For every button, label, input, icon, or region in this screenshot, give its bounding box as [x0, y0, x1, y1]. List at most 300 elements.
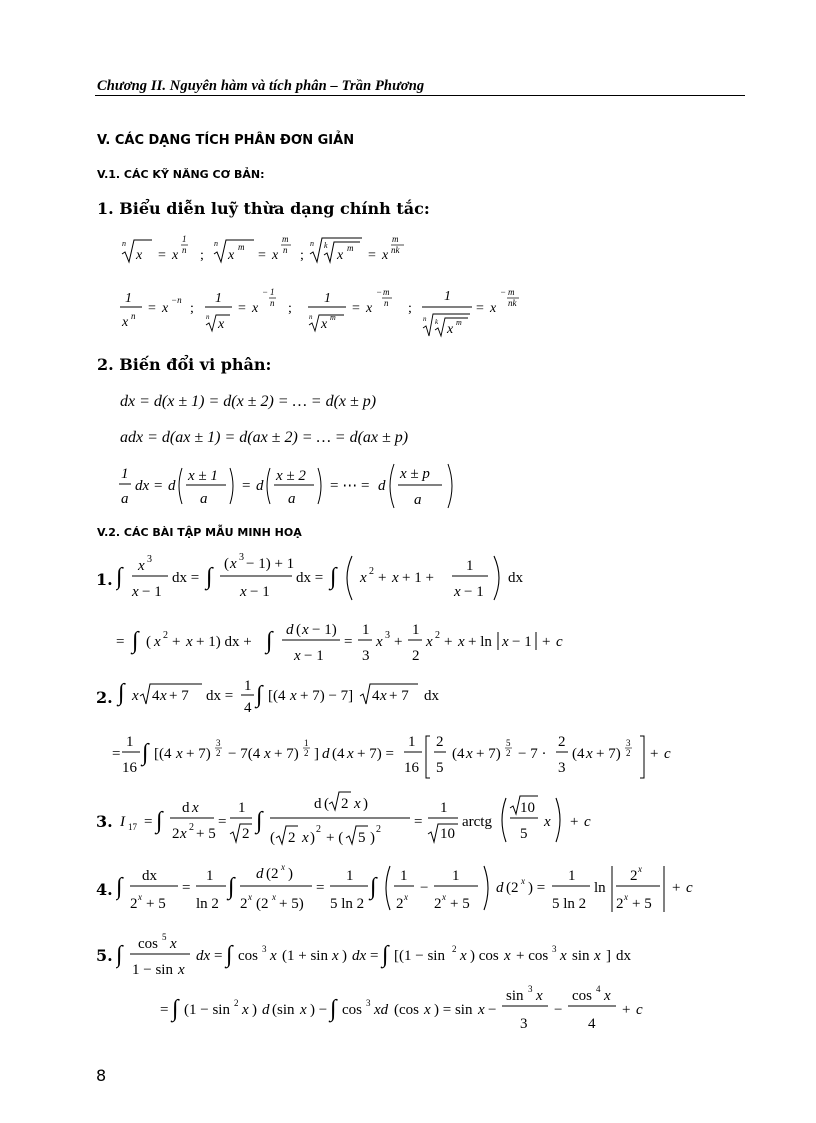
svg-text:=: = [158, 248, 166, 263]
svg-text:−: − [488, 1002, 497, 1018]
svg-text:): ) [310, 830, 315, 846]
svg-text:3: 3 [366, 998, 371, 1008]
svg-text:) = sin: ) = sin [434, 1002, 473, 1018]
svg-text:dx =: dx = [172, 570, 200, 586]
svg-text:x: x [490, 301, 497, 316]
svg-text:= ⋯ =: = ⋯ = [330, 478, 370, 494]
svg-text:1: 1 [270, 287, 275, 297]
svg-text:d: d [182, 800, 190, 816]
svg-text:x: x [248, 892, 252, 902]
svg-text:dx: dx [424, 688, 439, 704]
svg-text:x: x [136, 248, 143, 263]
example-number-2: 2. [96, 688, 113, 707]
svg-text:2: 2 [396, 896, 404, 912]
svg-text:n: n [182, 245, 187, 255]
svg-text:x: x [382, 248, 389, 263]
svg-text:arctg: arctg [462, 814, 492, 830]
svg-text:∫: ∫ [226, 942, 233, 968]
svg-text:k: k [324, 241, 328, 250]
svg-text:(sin: (sin [272, 1002, 295, 1018]
svg-text:+ 5: + 5 [450, 896, 470, 912]
svg-text:dx: dx [142, 868, 157, 884]
svg-text:−: − [554, 1002, 563, 1018]
example-number-5: 5. [96, 946, 113, 965]
svg-text:x ± p: x ± p [400, 466, 430, 482]
svg-text:∫: ∫ [156, 808, 163, 834]
svg-text:(1 + sin: (1 + sin [282, 948, 328, 964]
formula-example-3 [118, 786, 618, 852]
svg-text:2: 2 [234, 998, 239, 1008]
svg-text:x: x [270, 948, 277, 964]
example-number-3: 3. [96, 812, 113, 831]
svg-text:+ cos: + cos [516, 948, 549, 964]
svg-text:− 1: − 1 [512, 634, 532, 650]
svg-text:1: 1 [304, 738, 309, 748]
svg-text:5 ln 2: 5 ln 2 [330, 896, 365, 912]
page-header: Chương II. Nguyên hàm và tích phân – Trần Phương [97, 78, 425, 94]
svg-text:∫: ∫ [330, 564, 337, 590]
svg-text:n: n [122, 239, 126, 248]
svg-text:(: ( [224, 556, 229, 572]
svg-text:∫: ∫ [256, 808, 263, 834]
svg-text:=: = [476, 301, 484, 316]
svg-text:d: d [168, 478, 176, 494]
svg-text:d: d [314, 796, 322, 812]
svg-text:x: x [122, 315, 129, 330]
svg-text:x: x [180, 826, 187, 842]
differential-line-2: adx = d(ax ± 1) = d(ax ± 2) = … = d(ax ± p) [120, 429, 409, 446]
formula-radical-powers [110, 228, 550, 348]
svg-text:x: x [132, 584, 139, 600]
svg-text:2: 2 [376, 824, 381, 835]
svg-text:+ 7): + 7) [186, 746, 211, 762]
svg-text:x: x [240, 584, 247, 600]
svg-text:) −: ) − [310, 1002, 328, 1018]
svg-text:x: x [604, 988, 611, 1004]
svg-text:;: ; [190, 301, 194, 316]
svg-text:x: x [172, 248, 179, 263]
svg-text:x: x [154, 634, 161, 650]
svg-text:2: 2 [506, 748, 511, 758]
svg-text:2: 2 [341, 796, 349, 812]
svg-text:nk: nk [508, 298, 517, 308]
svg-text:(: ( [296, 622, 301, 638]
svg-text:− 1: − 1 [304, 648, 324, 664]
page-number: 8 [96, 1066, 107, 1085]
svg-text:∫: ∫ [142, 740, 149, 766]
svg-text:1 − sin: 1 − sin [132, 962, 173, 978]
svg-text:=: = [214, 948, 223, 964]
svg-text:cos: cos [238, 948, 258, 964]
svg-text:=: = [182, 880, 191, 896]
svg-text:x: x [138, 558, 145, 574]
svg-text:=: = [160, 1002, 169, 1018]
svg-text:=: = [112, 746, 121, 762]
svg-text:10: 10 [520, 800, 535, 816]
svg-text:dx: dx [196, 948, 211, 964]
svg-text:sin: sin [506, 988, 524, 1004]
svg-text:∫: ∫ [206, 564, 213, 590]
svg-text:x: x [272, 248, 279, 263]
svg-text:=: = [414, 814, 423, 830]
svg-text:− 1: − 1 [250, 584, 270, 600]
svg-text:− 1: − 1 [464, 584, 484, 600]
svg-text:3: 3 [558, 760, 566, 776]
svg-text:x ± 2: x ± 2 [276, 468, 306, 484]
svg-text:1: 1 [182, 234, 187, 244]
svg-text:+ 7): + 7) [596, 746, 621, 762]
svg-text:2: 2 [616, 896, 624, 912]
svg-text:x: x [586, 746, 593, 762]
svg-text:17: 17 [128, 822, 137, 832]
svg-text:c: c [686, 880, 693, 896]
svg-text:a: a [414, 492, 422, 508]
svg-text:n: n [283, 245, 288, 255]
svg-text:[(1 − sin: [(1 − sin [394, 948, 445, 964]
svg-text:(4: (4 [452, 746, 465, 762]
svg-text:x: x [132, 688, 139, 704]
svg-text:1: 1 [324, 291, 331, 306]
svg-text:− 1: − 1 [142, 584, 162, 600]
svg-text:(2: (2 [266, 866, 279, 882]
svg-text:2: 2 [189, 822, 194, 833]
svg-text:∫: ∫ [228, 874, 235, 900]
svg-text:;: ; [200, 248, 204, 263]
svg-text:[(4: [(4 [268, 688, 286, 704]
svg-text:∫: ∫ [330, 996, 337, 1022]
svg-text:1: 1 [238, 800, 246, 816]
item-title-1: 1. Biểu diễn luỹ thừa dạng chính tắc: [97, 199, 430, 218]
svg-text:;: ; [300, 248, 304, 263]
subsection-title-2: V.2. CÁC BÀI TẬP MẪU MINH HOẠ [97, 526, 302, 539]
svg-text:3: 3 [552, 944, 557, 954]
svg-text:3: 3 [362, 648, 370, 664]
svg-text:1: 1 [125, 291, 132, 306]
formula-example-1 [116, 548, 596, 668]
svg-text:4: 4 [596, 984, 601, 994]
svg-text:+ 5: + 5 [196, 826, 216, 842]
svg-text:x: x [392, 570, 399, 586]
svg-text:2: 2 [558, 734, 566, 750]
svg-text:10: 10 [440, 826, 455, 842]
svg-text:x: x [300, 1002, 307, 1018]
svg-text:xd: xd [374, 1002, 389, 1018]
svg-text:]: ] [314, 746, 319, 762]
svg-text:m: m [456, 318, 462, 327]
svg-text:dx: dx [135, 478, 150, 494]
svg-text:4: 4 [152, 688, 160, 704]
svg-text:(: ( [146, 634, 151, 650]
svg-text:ln: ln [594, 880, 606, 896]
svg-text:cos: cos [138, 936, 158, 952]
svg-text:=: = [316, 880, 325, 896]
svg-text:1: 1 [400, 868, 408, 884]
svg-text:cos: cos [572, 988, 592, 1004]
svg-text:dx: dx [352, 948, 367, 964]
svg-text:+ 7): + 7) [476, 746, 501, 762]
svg-text:x: x [624, 892, 628, 902]
svg-text:−: − [376, 287, 383, 297]
svg-text:5: 5 [520, 826, 528, 842]
svg-text:) cos: ) cos [470, 948, 499, 964]
svg-text:x: x [560, 948, 567, 964]
svg-text:−: − [262, 287, 269, 297]
svg-text:∫: ∫ [118, 680, 125, 706]
svg-text:x: x [426, 634, 433, 650]
svg-text:3: 3 [520, 1016, 528, 1032]
svg-text:n: n [131, 311, 136, 321]
svg-text:1: 1 [126, 734, 134, 750]
svg-text:2: 2 [130, 896, 138, 912]
svg-text:+ 7) − 7]: + 7) − 7] [300, 688, 354, 704]
svg-text:=: = [148, 301, 156, 316]
svg-text:=: = [116, 634, 125, 650]
svg-text:): ) [342, 948, 347, 964]
svg-text:+: + [378, 570, 387, 586]
svg-text:=: = [238, 301, 246, 316]
svg-text:∫: ∫ [132, 628, 139, 654]
svg-text:): ) [252, 1002, 257, 1018]
svg-text:): ) [363, 796, 368, 812]
svg-text:c: c [556, 634, 563, 650]
svg-text:5: 5 [162, 932, 167, 942]
svg-text:4: 4 [588, 1016, 596, 1032]
svg-text:x: x [294, 648, 301, 664]
svg-text:4: 4 [244, 700, 252, 716]
svg-text:∫: ∫ [116, 874, 123, 900]
svg-text:x: x [176, 746, 183, 762]
svg-text:16: 16 [122, 760, 137, 776]
formula-differential-fraction [116, 458, 496, 516]
svg-text:]: ] [606, 948, 611, 964]
svg-text:x: x [290, 688, 297, 704]
svg-text:x: x [160, 688, 167, 704]
item-title-2: 2. Biến đổi vi phân: [97, 355, 272, 374]
svg-text:x: x [321, 317, 328, 332]
svg-text:2: 2 [242, 826, 250, 842]
svg-text:n: n [309, 313, 313, 321]
svg-text:1: 1 [412, 622, 420, 638]
svg-text:− 7 ·: − 7 · [518, 746, 547, 762]
svg-text:x: x [478, 1002, 485, 1018]
svg-text:d: d [496, 880, 504, 896]
example-number-1: 1. [96, 570, 113, 589]
svg-text:m: m [508, 287, 515, 297]
svg-text:2: 2 [240, 896, 248, 912]
svg-text:1: 1 [568, 868, 576, 884]
svg-text:x: x [454, 584, 461, 600]
svg-text:−n: −n [171, 295, 182, 305]
svg-text:n: n [270, 298, 275, 308]
svg-text:a: a [200, 491, 208, 507]
svg-text:x: x [138, 892, 142, 902]
svg-text:x: x [504, 948, 511, 964]
svg-text:3: 3 [216, 738, 221, 748]
svg-text:cos: cos [342, 1002, 362, 1018]
svg-text:x: x [380, 688, 387, 704]
svg-text:=: = [242, 478, 251, 494]
svg-text:x: x [264, 746, 271, 762]
svg-text:+ ln: + ln [468, 634, 492, 650]
svg-text:+ 1) dx +: + 1) dx + [196, 634, 252, 650]
svg-text:+: + [570, 814, 579, 830]
svg-text:(1 − sin: (1 − sin [184, 1002, 230, 1018]
svg-text:m: m [330, 313, 336, 322]
svg-text:k: k [435, 318, 439, 326]
svg-text:x: x [460, 948, 467, 964]
svg-text:+ 7) =: + 7) = [357, 746, 394, 762]
svg-text:−: − [420, 880, 429, 896]
svg-text:1: 1 [408, 734, 416, 750]
svg-text:c: c [664, 746, 671, 762]
svg-text:∫: ∫ [370, 874, 377, 900]
svg-text:(4: (4 [332, 746, 345, 762]
svg-text:∫: ∫ [172, 996, 179, 1022]
svg-text:2: 2 [412, 648, 420, 664]
svg-text:2: 2 [626, 748, 631, 758]
svg-text:d: d [262, 1002, 270, 1018]
svg-text:2: 2 [172, 826, 180, 842]
svg-text:x: x [424, 1002, 431, 1018]
svg-text:d: d [322, 746, 330, 762]
svg-text:−: − [500, 287, 507, 297]
svg-text:(: ( [270, 830, 275, 846]
svg-text:x: x [281, 862, 285, 872]
svg-text:+: + [172, 634, 181, 650]
svg-text:3: 3 [626, 738, 631, 748]
svg-text:(: ( [324, 796, 329, 812]
svg-text:x: x [272, 892, 276, 902]
svg-text:1: 1 [440, 800, 448, 816]
svg-text:3: 3 [147, 554, 152, 565]
svg-text:+: + [672, 880, 681, 896]
svg-text:1: 1 [346, 868, 354, 884]
header-rule [95, 95, 745, 96]
svg-text:dx =: dx = [206, 688, 234, 704]
svg-text:;: ; [288, 301, 292, 316]
svg-text:(2: (2 [256, 896, 269, 912]
svg-text:2: 2 [452, 944, 457, 954]
svg-text:+ 7: + 7 [389, 688, 409, 704]
svg-text:+: + [444, 634, 453, 650]
svg-text:+ 7: + 7 [169, 688, 189, 704]
differential-line-1: dx = d(x ± 1) = d(x ± 2) = … = d(x ± p) [120, 393, 377, 410]
svg-text:x: x [638, 864, 642, 874]
svg-text:2: 2 [369, 566, 374, 577]
svg-text:+ 5: + 5 [632, 896, 652, 912]
svg-text:=: = [144, 814, 153, 830]
svg-text:=: = [344, 634, 353, 650]
svg-text:x: x [360, 570, 367, 586]
svg-text:=: = [352, 301, 360, 316]
svg-text:1: 1 [121, 466, 129, 482]
svg-text:nk: nk [391, 245, 400, 255]
svg-text:3: 3 [239, 552, 244, 563]
svg-text:dx: dx [508, 570, 523, 586]
svg-text:x: x [302, 622, 309, 638]
svg-text:m: m [383, 287, 390, 297]
svg-text:+: + [542, 634, 551, 650]
svg-text:x: x [242, 1002, 249, 1018]
svg-text:+ 7): + 7) [274, 746, 299, 762]
svg-text:I: I [120, 814, 125, 830]
svg-text:): ) [370, 830, 375, 846]
svg-text:2: 2 [304, 748, 309, 758]
svg-text:+: + [622, 1002, 631, 1018]
svg-text:− 7(4: − 7(4 [228, 746, 261, 762]
svg-text:1: 1 [215, 291, 222, 306]
svg-text:1: 1 [466, 558, 474, 574]
svg-text:d: d [256, 866, 264, 882]
svg-text:ln 2: ln 2 [196, 896, 219, 912]
svg-text:2: 2 [316, 824, 321, 835]
svg-text:− 1): − 1) [312, 622, 337, 638]
svg-text:x: x [404, 892, 408, 902]
svg-text:2: 2 [163, 630, 168, 641]
svg-text:n: n [310, 239, 314, 248]
svg-text:=: = [370, 948, 379, 964]
svg-text:3: 3 [262, 944, 267, 954]
svg-text:1: 1 [444, 289, 451, 304]
svg-text:a: a [288, 491, 296, 507]
svg-text:x: x [186, 634, 193, 650]
svg-text:c: c [584, 814, 591, 830]
svg-text:): ) [288, 866, 293, 882]
svg-text:1: 1 [206, 868, 214, 884]
svg-text:3: 3 [385, 630, 390, 641]
svg-text:+: + [650, 746, 659, 762]
svg-text:+ 5: + 5 [146, 896, 166, 912]
svg-text:d: d [286, 622, 294, 638]
svg-text:x: x [354, 796, 361, 812]
svg-text:x: x [332, 948, 339, 964]
svg-text:2: 2 [435, 630, 440, 641]
svg-text:x: x [594, 948, 601, 964]
svg-text:x: x [466, 746, 473, 762]
svg-text:x ± 1: x ± 1 [188, 468, 218, 484]
svg-text:x: x [337, 248, 344, 263]
svg-text:x: x [458, 634, 465, 650]
svg-text:1: 1 [452, 868, 460, 884]
svg-text:x: x [218, 317, 225, 332]
svg-text:x: x [252, 301, 259, 316]
svg-text:=: = [154, 478, 163, 494]
svg-text:;: ; [408, 301, 412, 316]
svg-text:n: n [214, 239, 218, 248]
svg-text:n: n [206, 313, 210, 321]
svg-text:2: 2 [434, 896, 442, 912]
svg-text:x: x [502, 634, 509, 650]
svg-text:x: x [536, 988, 543, 1004]
svg-text:2: 2 [216, 748, 221, 758]
svg-text:(2: (2 [506, 880, 519, 896]
svg-text:x: x [521, 876, 525, 886]
svg-text:4: 4 [372, 688, 380, 704]
svg-text:d: d [378, 478, 386, 494]
svg-text:∫: ∫ [266, 628, 273, 654]
svg-text:x: x [178, 962, 185, 978]
formula-example-2 [112, 676, 712, 784]
svg-text:m: m [238, 242, 245, 252]
svg-text:x: x [544, 814, 551, 830]
svg-text:c: c [636, 1002, 643, 1018]
svg-text:2: 2 [630, 868, 638, 884]
svg-text:x: x [228, 248, 235, 263]
svg-text:sin: sin [572, 948, 590, 964]
formula-example-4 [116, 858, 716, 922]
svg-text:16: 16 [404, 760, 419, 776]
svg-text:n: n [384, 298, 389, 308]
